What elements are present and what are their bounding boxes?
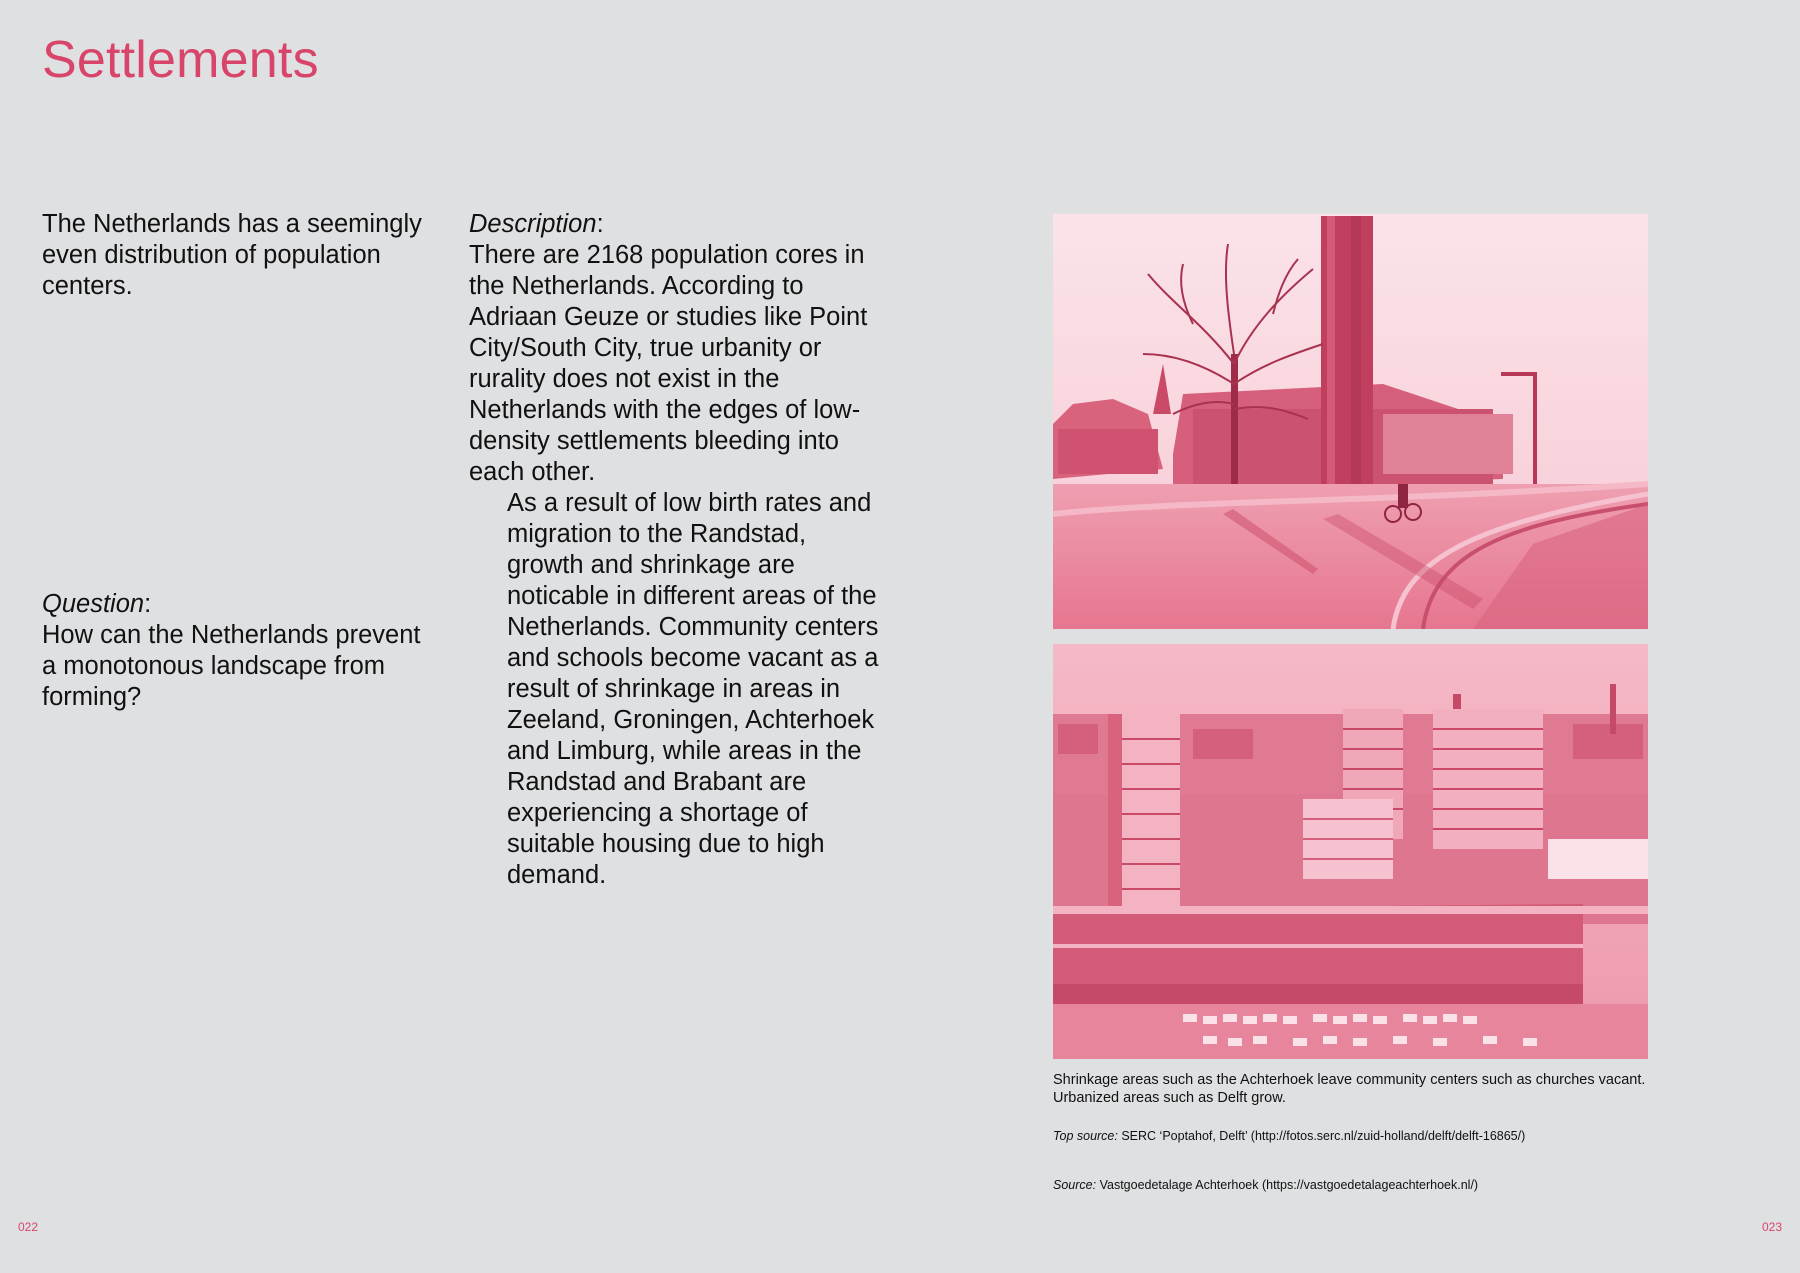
page-number-left: 022 xyxy=(18,1220,39,1234)
page-title: Settlements xyxy=(42,31,319,89)
question-label: Question xyxy=(42,590,145,618)
source-text: Vastgoedetalage Achterhoek (https://vastgoedetalageachterhoek.nl/) xyxy=(1099,1178,1479,1192)
description-block: Description: There are 2168 population cores in the Netherlands. According to Adriaan Geuze or studies like Point City/South City, true urbanity or rurality does not exist in the Netherlands with the edges of low-density settlements bleeding into each other. As a result of low birth rates and migration to the Randstad, growth and shrinkage are noticable in different areas of the Netherlands. Community centers and schools become vacant as a result of shrinkage in areas in Zeeland, Groningen, Achterhoek and Limburg, while areas in the Randstad and Brabant are experiencing a shortage of suitable housing due to high demand. xyxy=(469,210,879,889)
church-photo xyxy=(1053,214,1648,629)
source-label: Source: xyxy=(1053,1178,1097,1192)
intro-paragraph: The Netherlands has a seemingly even distribution of population centers. xyxy=(42,210,422,300)
figure-caption: Shrinkage areas such as the Achterhoek leave community centers such as churches vacant. Urbanized areas such as Delft grow. xyxy=(1053,1072,1646,1106)
top-source-label: Top source: xyxy=(1053,1129,1118,1143)
page-number-right: 023 xyxy=(1761,1220,1782,1234)
question-text: How can the Netherlands prevent a monotonous landscape from forming? xyxy=(42,621,421,711)
top-source-text: SERC ‘Poptahof, Delft’ (http://fotos.serc.nl/zuid-holland/delft/delft-16865/) xyxy=(1121,1129,1526,1143)
top-source-credit xyxy=(1053,1129,1525,1143)
description-label: Description xyxy=(469,210,597,238)
description-paragraph-2: As a result of low birth rates and migration to the Randstad, growth and shrinkage are noticable in different areas of the Netherlands. Community centers and schools become vacant as a result of shrinkage in areas in Zeeland, Groningen, Achterhoek and Limburg, while areas in the Randstad and Brabant are experiencing a shortage of suitable housing due to high demand. xyxy=(507,489,879,889)
intro-text-block xyxy=(42,209,432,302)
source-credit xyxy=(1053,1178,1478,1192)
description-paragraph-1: There are 2168 population cores in the Netherlands. According to Adriaan Geuze or studies like Point City/South City, true urbanity or rurality does not exist in the Netherlands with the edges of low-density settlements bleeding into each other. xyxy=(469,241,868,486)
delft-aerial-photo xyxy=(1053,644,1648,1059)
question-block: Question: How can the Netherlands prevent a monotonous landscape from forming? xyxy=(42,589,432,713)
